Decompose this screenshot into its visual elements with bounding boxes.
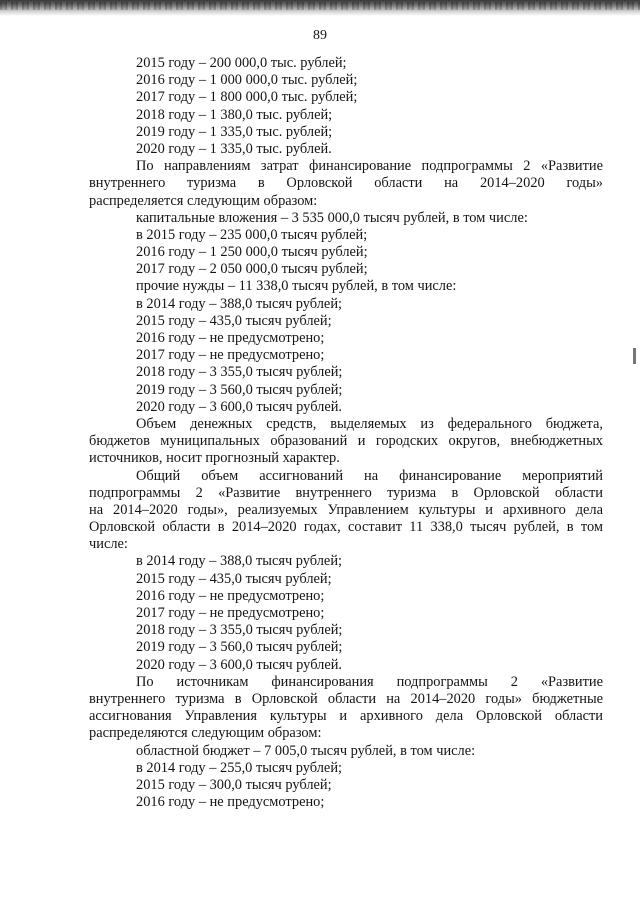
list-item: капитальные вложения – 3 535 000,0 тысяч рублей, в том числе:	[136, 209, 528, 226]
paragraph-line: на 2014–2020 годы», реализуемых Управлением культуры и архивного дела	[89, 501, 603, 518]
paragraph-line: источников, носит прогнозный характер.	[89, 450, 340, 467]
paragraph-cost-directions	[89, 158, 603, 210]
list-item: 2018 году – 3 355,0 тысяч рублей;	[136, 622, 343, 639]
list-item: 2020 году – 3 600,0 тысяч рублей.	[136, 656, 343, 673]
list-item: областной бюджет – 7 005,0 тысяч рублей, в том числе:	[136, 742, 476, 759]
list-item: в 2014 году – 388,0 тысяч рублей;	[136, 295, 343, 312]
list-item: 2019 году – 1 335,0 тыс. рублей;	[136, 123, 333, 140]
paragraph-line: распределяются следующим образом:	[89, 725, 322, 742]
list-item: 2016 году – 1 250 000,0 тысяч рублей;	[136, 244, 368, 261]
list-item: 2017 году – не предусмотрено;	[136, 605, 325, 621]
paragraph-line: числе:	[89, 536, 128, 553]
paragraph-forecast-funds	[89, 416, 603, 468]
list-item: 2017 году – 2 050 000,0 тысяч рублей;	[136, 261, 368, 278]
list-item: 2016 году – 1 000 000,0 тыс. рублей;	[136, 72, 358, 89]
paragraph-funding-sources	[89, 674, 603, 743]
list-item: 2018 году – 3 355,0 тысяч рублей;	[136, 364, 343, 381]
scan-margin-mark	[633, 348, 636, 364]
list-item: в 2014 году – 255,0 тысяч рублей;	[136, 759, 343, 776]
list-item: 2020 году – 1 335,0 тыс. рублей.	[136, 140, 332, 157]
list-item: 2020 году – 3 600,0 тысяч рублей.	[136, 398, 343, 415]
cost-directions-list	[89, 210, 603, 416]
regional-budget-list	[89, 743, 603, 812]
list-item: 2019 году – 3 560,0 тысяч рублей;	[136, 381, 343, 398]
paragraph-line: внутреннего туризма в Орловской области на 2014–2020 годы» бюджетные	[89, 690, 603, 707]
list-item: 2017 году – не предусмотрено;	[136, 347, 325, 364]
document-body	[89, 55, 603, 811]
list-item: 2018 году – 1 380,0 тыс. рублей;	[136, 106, 333, 123]
paragraph-line: ассигнования Управления культуры и архивного дела Орловской области	[89, 708, 603, 725]
page-number: 89	[313, 28, 327, 43]
list-item: 2015 году – 200 000,0 тыс. рублей;	[136, 55, 347, 71]
paragraph-line: По направлениям затрат финансирование подпрограммы 2 «Развитие	[136, 158, 603, 175]
paragraph-line: Объем денежных средств, выделяемых из федерального бюджета,	[136, 415, 603, 432]
paragraph-line: внутреннего туризма в Орловской области на 2014–2020 годы»	[89, 175, 603, 192]
paragraph-line: распределяется следующим образом:	[89, 192, 318, 209]
paragraph-line: Общий объем ассигнований на финансирование мероприятий	[136, 467, 603, 484]
list-item: прочие нужды – 11 338,0 тысяч рублей, в том числе:	[136, 278, 457, 295]
list-item: 2016 году – не предусмотрено;	[136, 587, 325, 604]
list-item: 2016 году – не предусмотрено;	[136, 330, 325, 346]
funding-by-year-list	[89, 55, 603, 158]
paragraph-line: Орловской области в 2014–2020 годах, составит 11 338,0 тысяч рублей, в том	[89, 519, 603, 536]
scan-edge-noise	[0, 2, 640, 10]
list-item: 2019 году – 3 560,0 тысяч рублей;	[136, 639, 343, 656]
list-item: 2017 году – 1 800 000,0 тыс. рублей;	[136, 89, 358, 106]
paragraph-total-allocations	[89, 468, 603, 554]
list-item: 2015 году – 300,0 тысяч рублей;	[136, 776, 332, 793]
list-item: 2015 году – 435,0 тысяч рублей;	[136, 570, 332, 587]
list-item: 2015 году – 435,0 тысяч рублей;	[136, 312, 332, 329]
list-item: 2016 году – не предусмотрено;	[136, 794, 325, 811]
paragraph-line: По источникам финансирования подпрограммы 2 «Развитие	[136, 673, 603, 690]
list-item: в 2015 году – 235 000,0 тысяч рублей;	[136, 226, 368, 243]
paragraph-line: подпрограммы 2 «Развитие внутреннего туризма в Орловской области	[89, 484, 603, 501]
list-item: в 2014 году – 388,0 тысяч рублей;	[136, 553, 343, 570]
allocations-by-year-list	[89, 553, 603, 673]
paragraph-line: бюджетов муниципальных образований и городских округов, внебюджетных	[89, 433, 603, 450]
